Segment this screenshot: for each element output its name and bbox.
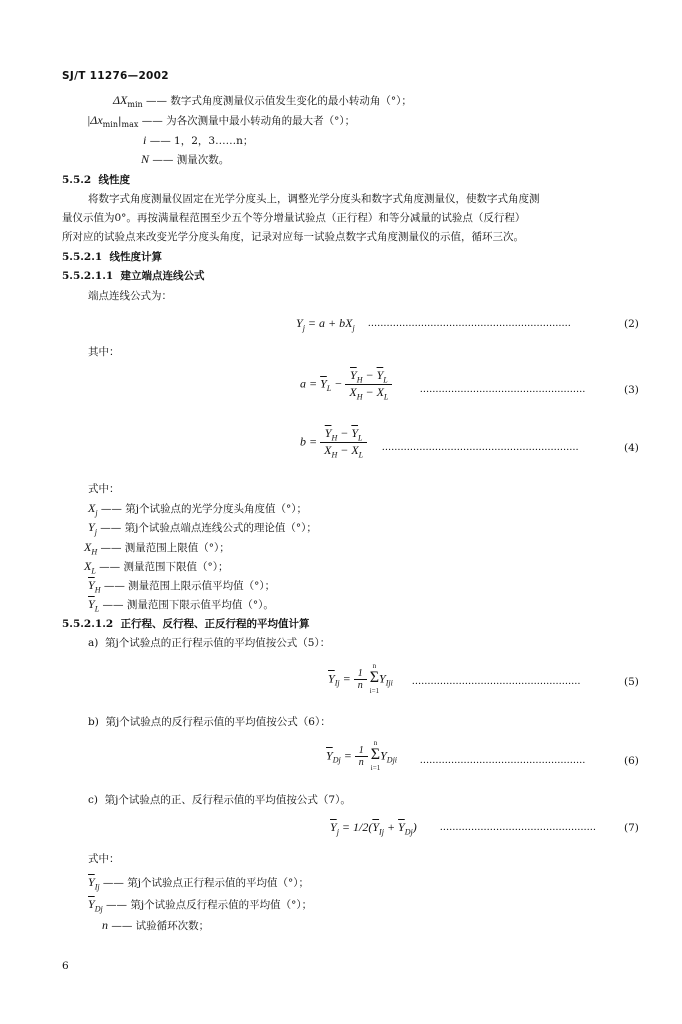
def-xh: $X_H$ —— 测量范围上限值（°）； <box>84 540 230 557</box>
def-yj: $Y_j$ —— 第j个试验点端点连线公式的理论值（°）； <box>88 520 317 537</box>
item-c: c) 第j个试验点的正、反行程示值的平均值按公式（7）。 <box>88 794 351 806</box>
def-xj: $X_j$ —— 第j个试验点的光学分度头角度值（°）； <box>88 501 308 518</box>
def-i: i —— 1，2，3……n； <box>143 133 254 147</box>
eq7-number: (7) <box>624 822 639 834</box>
item-a: a) 第j个试验点的正行程示值的平均值按公式（5）： <box>88 637 331 649</box>
equation-7: $\overline{Y}_j = 1/2(\overline{Y}_{Ij} + \overline{Y}_{Dj})$ <box>330 820 417 837</box>
section-5-5-2-1-2: 5.5.2.1.2 正行程、反行程、正反行程的平均值计算 <box>62 618 310 630</box>
equation-4: b = $\frac{\overline{Y}_H - \overline{Y}_L}{X_H - X_L}$ <box>300 426 367 460</box>
def-ydj-bar: $\overline{Y}_{Dj}$ —— 第j个试验点反行程示值的平均值（°）； <box>88 897 313 914</box>
eq4-leader: ............................................................... <box>382 442 579 453</box>
equation-2: $Y_j = a + bX_j$ <box>296 316 355 333</box>
def-yl-bar: $\overline{Y}_L$ —— 测量范围下限示值平均值（°）。 <box>88 597 274 614</box>
page-number: 6 <box>62 960 69 972</box>
section-5-5-2: 5.5.2 线性度 <box>62 174 131 186</box>
def-n: N —— 测量次数。 <box>141 152 230 166</box>
item-b: b) 第j个试验点的反行程示值的平均值按公式（6）： <box>88 716 331 728</box>
def-yij-bar: $\overline{Y}_{Ij}$ —— 第j个试验点正行程示值的平均值（°）； <box>88 875 310 892</box>
eq6-leader: ..................................................... <box>420 755 586 766</box>
eq6-number: (6) <box>624 755 639 767</box>
equation-6: $\overline{Y}_{Dj}$ = $\frac{1}{n}$ Σ n i=1 $Y_{Dji}$ <box>326 739 398 773</box>
para-line-1: 将数字式角度测量仪固定在光学分度头上，调整光学分度头和数字式角度测量仪，使数字式角度测 <box>88 193 540 205</box>
section-5-5-2-1: 5.5.2.1 线性度计算 <box>62 251 163 263</box>
para-line-3: 所对应的试验点来改变光学分度头角度，记录对应每一试验点数字式角度测量仪的示值，循环三次。 <box>62 231 524 243</box>
def-n-cycles: n —— 试验循环次数； <box>102 918 210 932</box>
document-code: SJ/T 11276—2002 <box>62 70 169 82</box>
def-abs-delta-x: $|\Delta x_{min}|_{max}$ —— 为各次测量中最小转动角的最大者（°）； <box>87 113 356 130</box>
eq3-number: (3) <box>624 384 639 396</box>
eq2-leader: ................................................................. <box>368 318 572 329</box>
equation-3: $a = \overline{Y}_L$ − $\frac{\overline{Y}_H - \overline{Y}_L}{X_H - X_L}$ <box>300 368 392 402</box>
eq5-number: (5) <box>624 676 639 688</box>
section-5-5-2-1-1: 5.5.2.1.1 建立端点连线公式 <box>62 270 205 282</box>
formula-lead: 端点连线公式为： <box>88 290 172 302</box>
def-yh-bar: $\overline{Y}_H$ —— 测量范围上限示值平均值（°）； <box>88 578 276 595</box>
para-line-2: 量仪示值为0°。再按满量程范围至少五个等分增量试验点（正行程）和等分减量的试验点（反行程） <box>62 212 526 224</box>
eq2-number: (2) <box>624 318 639 330</box>
def-xl: $X_L$ —— 测量范围下限值（°）； <box>84 559 229 576</box>
eq4-number: (4) <box>624 442 639 454</box>
eq3-leader: ..................................................... <box>420 384 586 395</box>
where-label-1: 其中： <box>88 346 120 358</box>
eq7-leader: .................................................. <box>440 822 597 833</box>
eq5-leader: ...................................................... <box>412 676 581 687</box>
where-label-2: 式中： <box>88 483 120 495</box>
equation-5: $\overline{Y}_{Ij}$ = $\frac{1}{n}$ Σ n i=1 $Y_{Iji}$ <box>328 662 393 696</box>
def-delta-xmin: $\Delta X_{min}$ —— 数字式角度测量仪示值发生变化的最小转动角（°）； <box>113 93 412 110</box>
where-label-3: 式中： <box>88 853 120 865</box>
